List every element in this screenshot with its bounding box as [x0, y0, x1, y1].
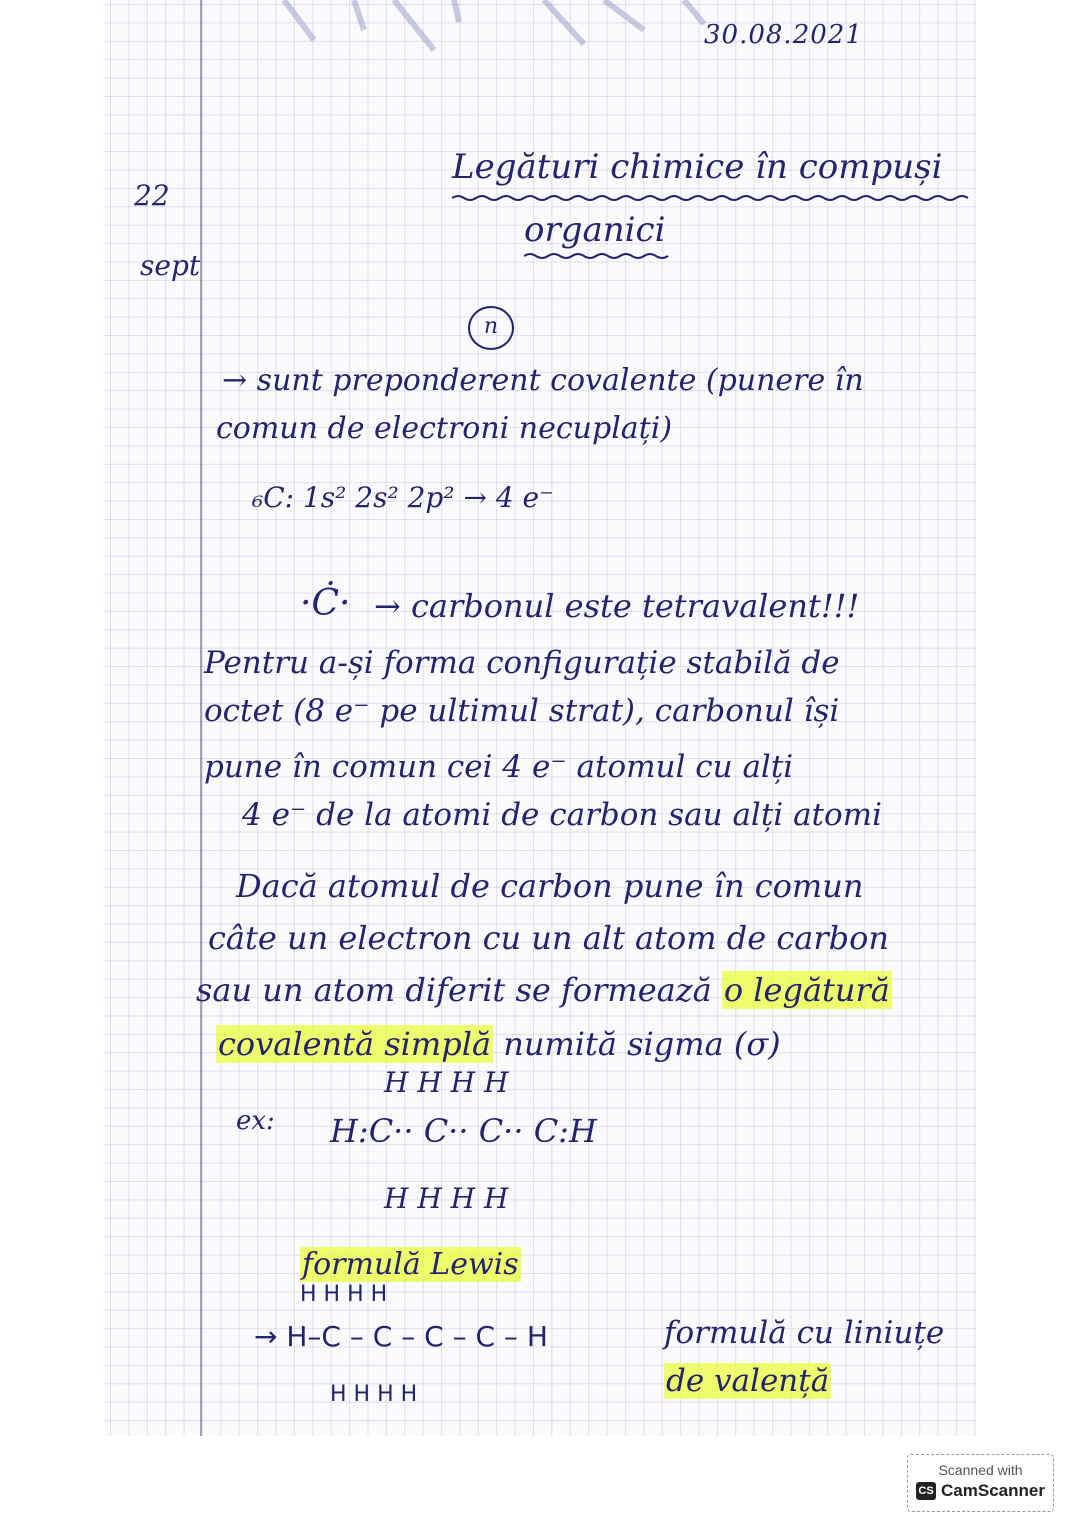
- paragraph2-line1: Dacă atomul de carbon pune în comun: [236, 867, 864, 905]
- lewis-example-top: H H H H: [384, 1066, 509, 1099]
- lewis-example-bottom: H H H H: [384, 1182, 509, 1215]
- camscanner-watermark: [907, 1454, 1054, 1512]
- dashes-formula-highlight: de valență: [666, 1363, 830, 1399]
- date: 30.08.2021: [704, 20, 863, 50]
- paragraph2-line3-text: sau un atom diferit se formează: [196, 971, 712, 1009]
- title-underline-2: [524, 252, 674, 260]
- watermark-line1: Scanned with: [938, 1462, 1023, 1478]
- tetravalent-statement: → carbonul este tetravalent!!!: [374, 587, 860, 625]
- page-title-line2: organici: [524, 210, 666, 250]
- carbon-lewis-dot: ·Ċ·: [300, 583, 351, 624]
- margin-note-month: sept: [140, 249, 201, 282]
- example-label: ex:: [236, 1106, 275, 1136]
- structural-chain: → H–C – C – C – C – H: [254, 1320, 548, 1353]
- paragraph2-line4-text: numită sigma (σ): [503, 1025, 781, 1063]
- margin-line: [200, 0, 202, 1436]
- margin-note-day: 22: [134, 179, 170, 212]
- electron-configuration: ₆C: 1s² 2s² 2p² → 4 e⁻: [252, 481, 554, 514]
- lewis-formula-label: [300, 1247, 521, 1282]
- dashes-formula-label-2: [664, 1363, 831, 1399]
- page-title-line1: Legături chimice în compuși: [452, 147, 943, 187]
- paragraph1-line2: octet (8 e⁻ pe ultimul strat), carbonul își: [204, 693, 840, 729]
- title-underline-1: [452, 194, 972, 202]
- note-line-1: → sunt preponderent covalente (punere în: [222, 363, 864, 398]
- highlight-covalent-simple: covalentă simplă: [218, 1025, 492, 1063]
- paragraph1-line3: pune în comun cei 4 e⁻ atomul cu alți: [204, 749, 794, 785]
- note-line-2: comun de electroni necuplați): [216, 411, 673, 446]
- paragraph2-line2: câte un electron cu un alt atom de carbon: [208, 919, 889, 957]
- chain-top-hydrogens: H H H H: [300, 1282, 388, 1307]
- paragraph1-line4: 4 e⁻ de la atomi de carbon sau alți atomi: [242, 797, 882, 833]
- watermark-line2-row: [908, 1481, 1053, 1501]
- paragraph2-line3: [196, 971, 892, 1009]
- lewis-formula-highlight: formulă Lewis: [302, 1247, 519, 1282]
- circled-label: n: [468, 306, 514, 350]
- paragraph2-line4: [216, 1025, 781, 1063]
- watermark-brand: CamScanner: [941, 1481, 1045, 1500]
- top-sketch-marks: [244, 0, 764, 60]
- notebook-sheet: [104, 0, 976, 1436]
- camscanner-logo-icon: CS: [916, 1482, 936, 1500]
- chain-bottom-hydrogens: H H H H: [330, 1382, 418, 1407]
- lewis-example-middle: H:C·· C·· C·· C:H: [330, 1112, 597, 1150]
- dashes-formula-label-1: formulă cu liniuțe: [664, 1315, 945, 1351]
- highlight-bond: o legătură: [723, 971, 890, 1009]
- paragraph1-line1: Pentru a-și forma configurație stabilă de: [204, 645, 840, 681]
